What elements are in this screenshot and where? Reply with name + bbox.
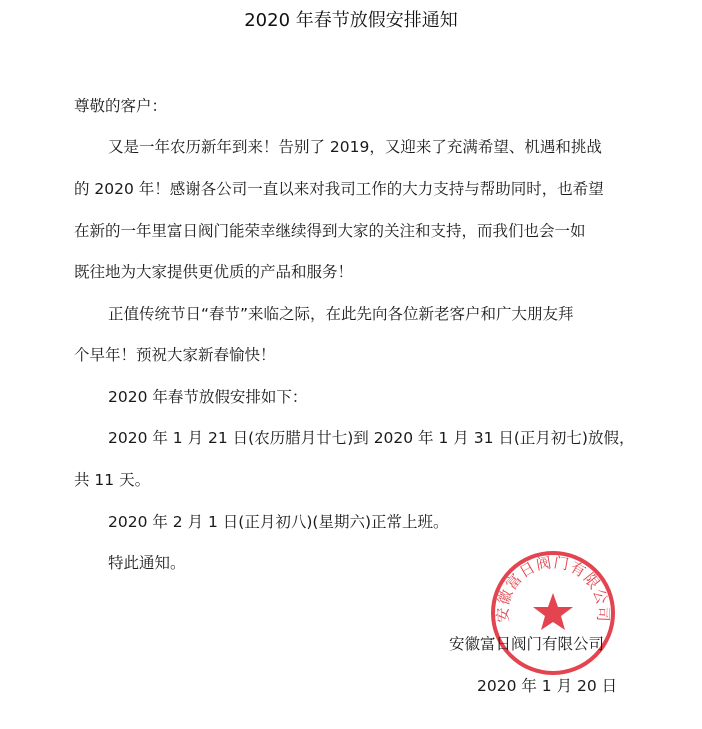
salutation: 尊敬的客户： xyxy=(74,97,168,115)
para2-line2: 个早年！预祝大家新春愉快！ xyxy=(74,346,276,364)
holiday-period-line1: 2020 年 1 月 21 日(农历腊月廿七)到 2020 年 1 月 31 日(正月初七)放假， xyxy=(108,429,635,447)
return-to-work: 2020 年 2 月 1 日(正月初八)(星期六)正常上班。 xyxy=(108,513,449,531)
closing: 特此通知。 xyxy=(108,554,186,572)
para2-line1: 正值传统节日“春节”来临之际，在此先向各位新老客户和广大朋友拜 xyxy=(108,305,574,323)
seal-text: 安徽富日阀门有限公司 xyxy=(493,553,613,623)
para1-line3: 在新的一年里富日阀门能荣幸继续得到大家的关注和支持，而我们也会一如 xyxy=(74,222,586,240)
holiday-period-line2: 共 11 天。 xyxy=(74,471,151,489)
company-seal-stamp xyxy=(488,548,618,678)
para1-line2: 的 2020 年！感谢各公司一直以来对我司工作的大力支持与帮助同时，也希望 xyxy=(74,180,604,198)
notice-title: 2020 年春节放假安排通知 xyxy=(244,10,458,31)
schedule-heading: 2020 年春节放假安排如下： xyxy=(108,388,308,406)
signature-company: 安徽富日阀门有限公司 xyxy=(449,635,605,653)
para1-line4: 既往地为大家提供更优质的产品和服务！ xyxy=(74,263,354,281)
para1-line1: 又是一年农历新年到来！告别了 2019，又迎来了充满希望、机遇和挑战 xyxy=(108,138,602,156)
signature-date: 2020 年 1 月 20 日 xyxy=(477,677,618,695)
